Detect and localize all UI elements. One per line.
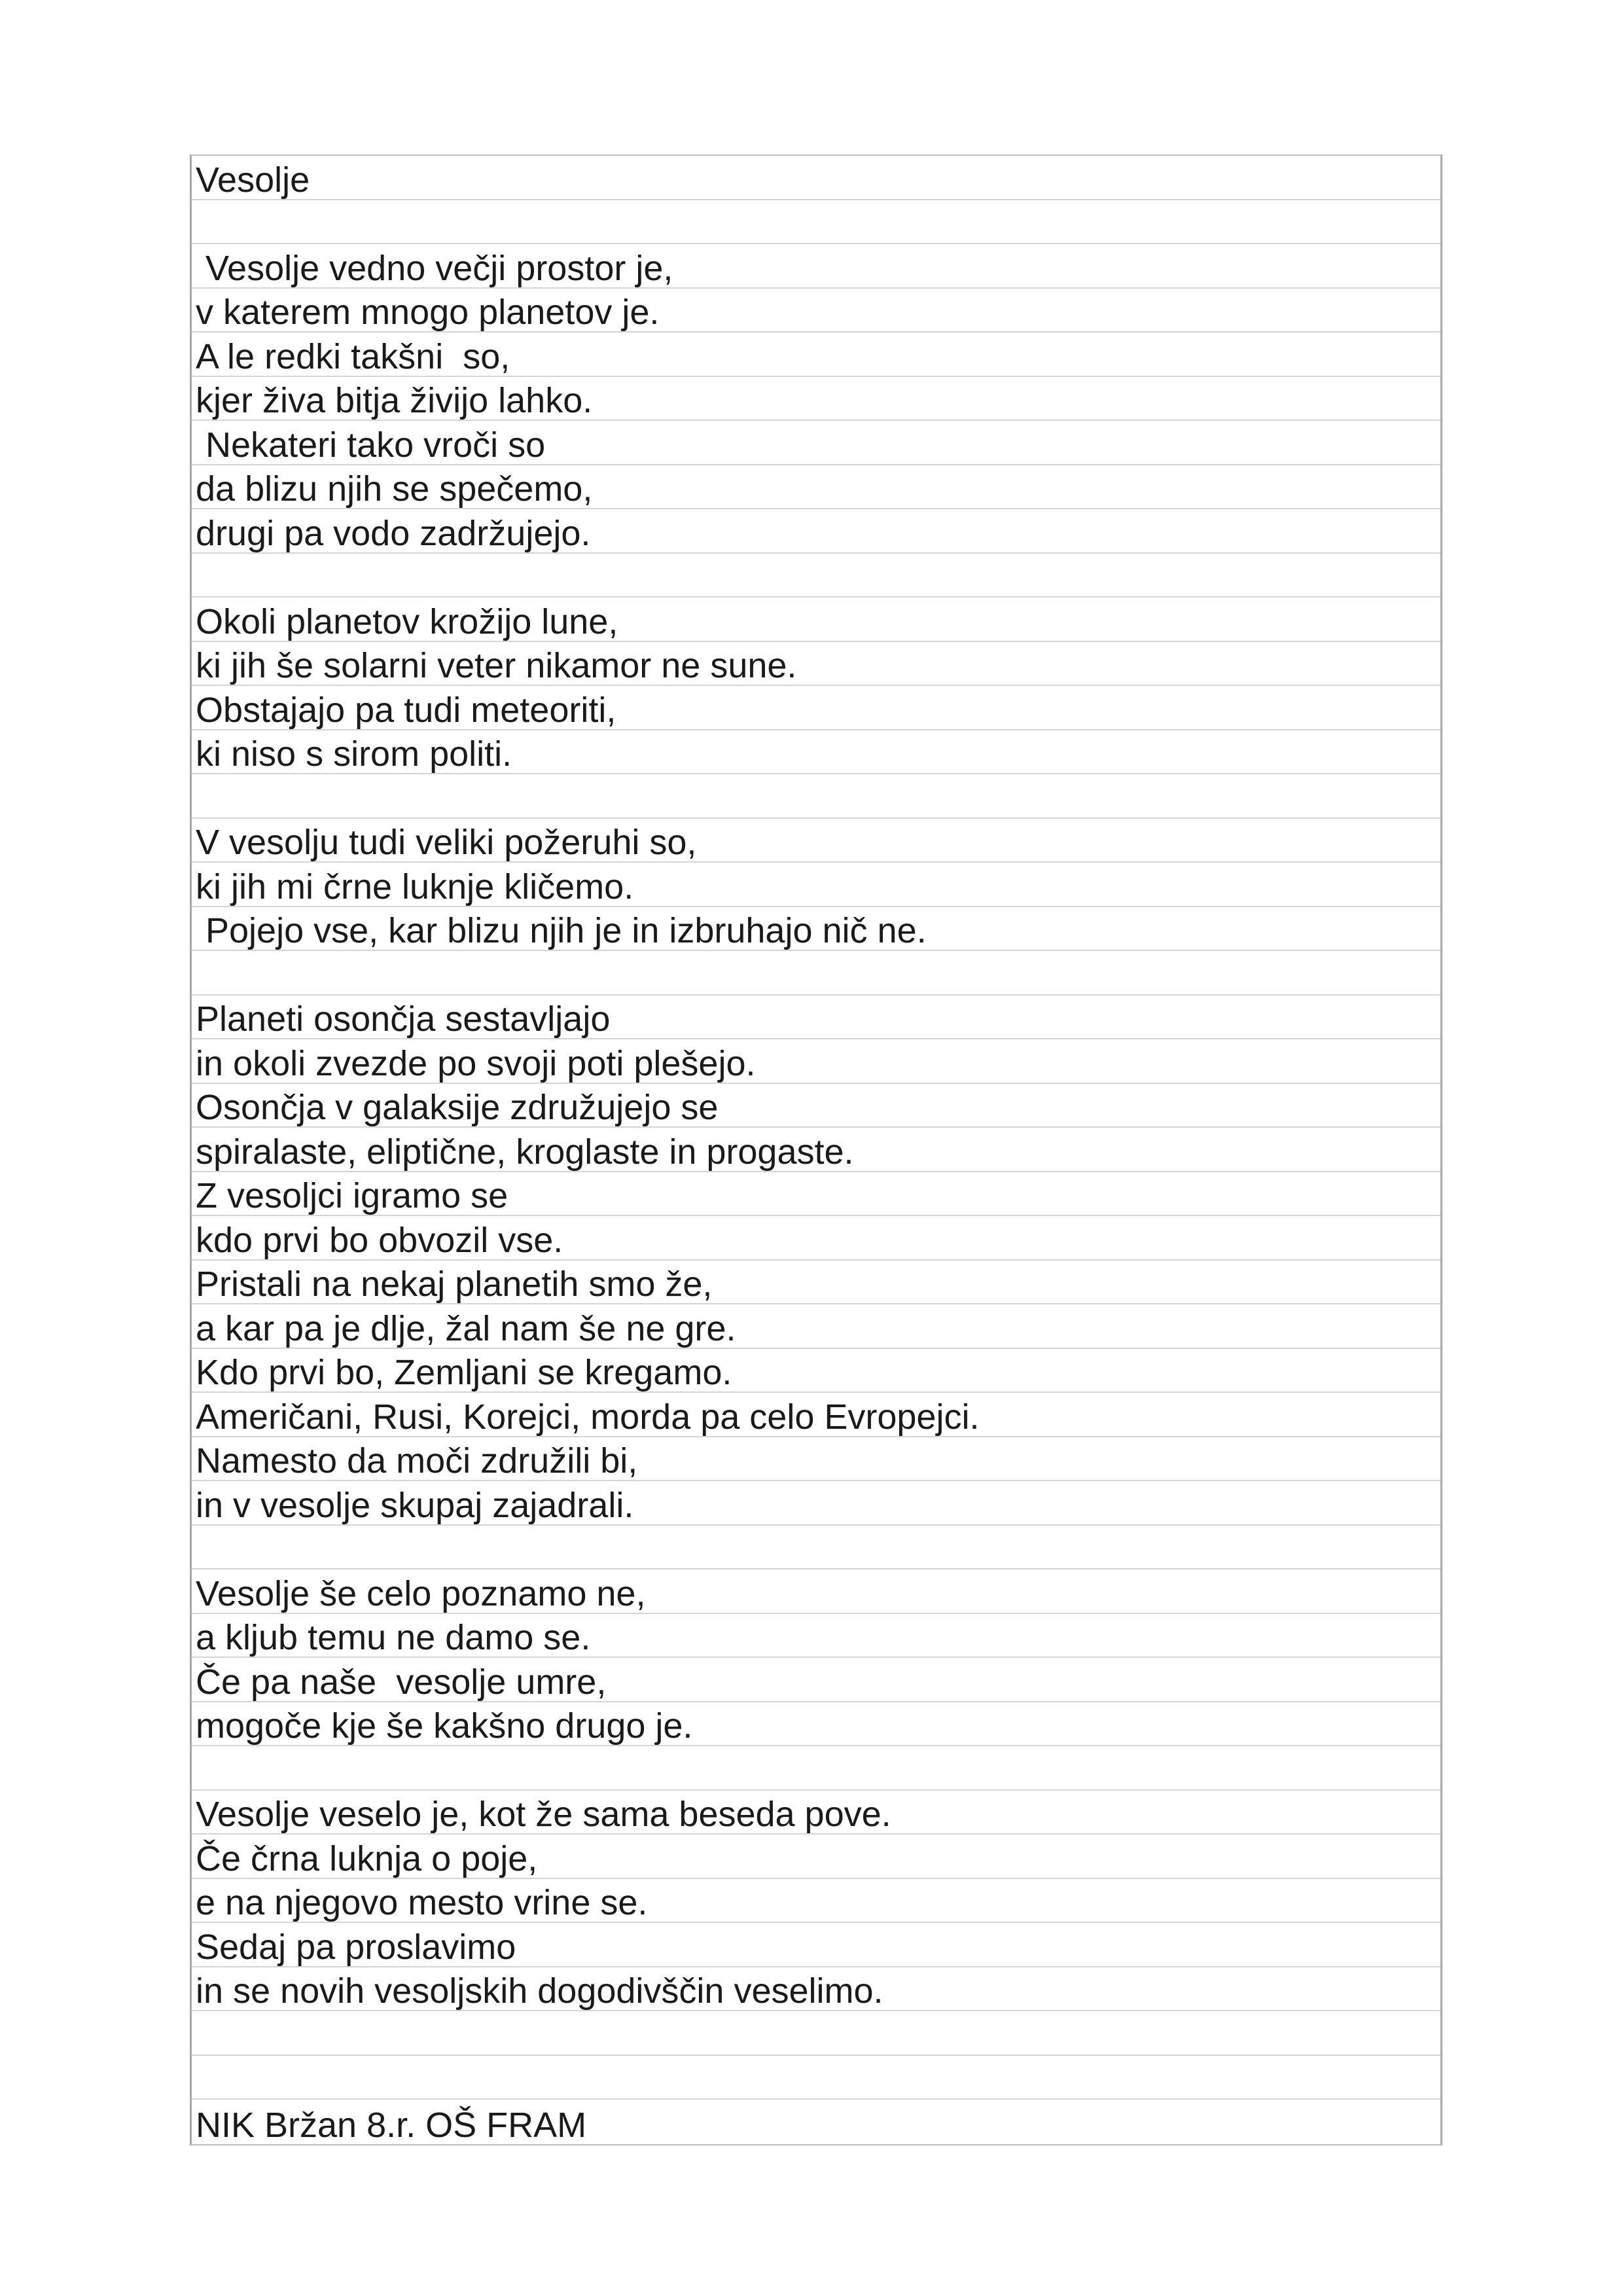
poem-line: a kljub temu ne damo se. (196, 1618, 591, 1657)
poem-line: Planeti osončja sestavljajo (196, 999, 611, 1039)
poem-line: spiralaste, eliptične, kroglaste in progaste. (196, 1132, 854, 1172)
poem-line: Osončja v galaksije združujejo se (196, 1088, 719, 1127)
table-row (192, 1084, 1440, 1128)
poem-line: kdo prvi bo obvozil vse. (196, 1220, 563, 1260)
poem-line: Pojejo vse, kar blizu njih je in izbruhajo nič ne. (196, 911, 927, 950)
table-row (192, 2011, 1440, 2056)
author-row (192, 2100, 1440, 2144)
table-row (192, 2056, 1440, 2100)
table-row (192, 598, 1440, 642)
table-row (192, 996, 1440, 1040)
poem-line: Vesolje še celo poznamo ne, (196, 1573, 646, 1613)
table-row (192, 863, 1440, 907)
table-row (192, 907, 1440, 952)
table-row (192, 819, 1440, 863)
poem-line: Nekateri tako vroči so (196, 425, 546, 465)
poem-line: in v vesolje skupaj zajadrali. (196, 1485, 634, 1525)
table-row (192, 1128, 1440, 1172)
table-row (192, 1570, 1440, 1614)
table-row (192, 1526, 1440, 1570)
table-row (192, 1746, 1440, 1791)
poem-line: Če črna luknja o poje, (196, 1839, 538, 1878)
poem-line: Pristali na nekaj planetih smo že, (196, 1265, 713, 1304)
table-row (192, 1216, 1440, 1261)
table-row (192, 1304, 1440, 1349)
table-row (192, 1923, 1440, 1967)
table-row (192, 1039, 1440, 1084)
table-row (192, 1393, 1440, 1437)
poem-table (190, 154, 1442, 2145)
poem-line: ki jih mi črne luknje kličemo. (196, 867, 634, 906)
poem-line: in se novih vesoljskih dogodivščin veselimo. (196, 1971, 883, 2011)
table-row (192, 642, 1440, 687)
title-row (192, 156, 1440, 200)
table-row (192, 332, 1440, 377)
table-row (192, 1349, 1440, 1393)
table-row (192, 377, 1440, 422)
table-row (192, 1791, 1440, 1835)
poem-line: Namesto da moči združili bi, (196, 1441, 638, 1480)
table-row (192, 1261, 1440, 1305)
poem-line: A le redki takšni so, (196, 336, 510, 376)
table-row (192, 1172, 1440, 1217)
poem-line: V vesolju tudi veliki požeruhi so, (196, 823, 697, 862)
poem-line: Kdo prvi bo, Zemljani se kregamo. (196, 1353, 732, 1392)
table-row (192, 421, 1440, 465)
table-row (192, 289, 1440, 333)
table-row (192, 1835, 1440, 1879)
poem-line: Vesolje veselo je, kot že sama beseda pove. (196, 1795, 891, 1834)
poem-line: a kar pa je dlje, žal nam še ne gre. (196, 1308, 736, 1348)
poem-line: e na njegovo mesto vrine se. (196, 1883, 648, 1922)
poem-line: v katerem mnogo planetov je. (196, 293, 660, 332)
poem-line: Američani, Rusi, Korejci, morda pa celo Evropejci. (196, 1397, 980, 1437)
poem-line: da blizu njih se spečemo, (196, 469, 593, 509)
table-row (192, 730, 1440, 775)
table-row (192, 1481, 1440, 1526)
poem-line: Sedaj pa proslavimo (196, 1927, 516, 1967)
poem-line: Vesolje vedno večji prostor je, (196, 248, 673, 288)
table-row (192, 951, 1440, 996)
table-row (192, 1658, 1440, 1702)
table-row (192, 509, 1440, 554)
poem-line: ki jih še solarni veter nikamor ne sune. (196, 646, 797, 685)
table-row (192, 774, 1440, 819)
table-row (192, 200, 1440, 245)
author-line: NIK Bržan 8.r. OŠ FRAM (196, 2105, 587, 2145)
poem-line: drugi pa vodo zadržujejo. (196, 513, 591, 553)
table-row (192, 1967, 1440, 2012)
poem-line: mogoče kje še kakšno drugo je. (196, 1706, 693, 1746)
table-row (192, 1879, 1440, 1924)
table-row (192, 1702, 1440, 1747)
table-row (192, 465, 1440, 510)
table-row (192, 554, 1440, 598)
poem-line: Če pa naše vesolje umre, (196, 1662, 607, 1702)
poem-line: Obstajajo pa tudi meteoriti, (196, 690, 616, 730)
poem-line: in okoli zvezde po svoji poti plešejo. (196, 1043, 756, 1083)
table-row (192, 1614, 1440, 1659)
poem-line: ki niso s sirom politi. (196, 734, 512, 774)
poem-line: Z vesoljci igramo se (196, 1176, 508, 1215)
table-row (192, 1437, 1440, 1482)
table-row (192, 686, 1440, 730)
table-row (192, 244, 1440, 289)
poem-line: Okoli planetov krožijo lune, (196, 601, 618, 641)
poem-title: Vesolje (196, 160, 310, 200)
poem-line: kjer živa bitja živijo lahko. (196, 381, 593, 420)
